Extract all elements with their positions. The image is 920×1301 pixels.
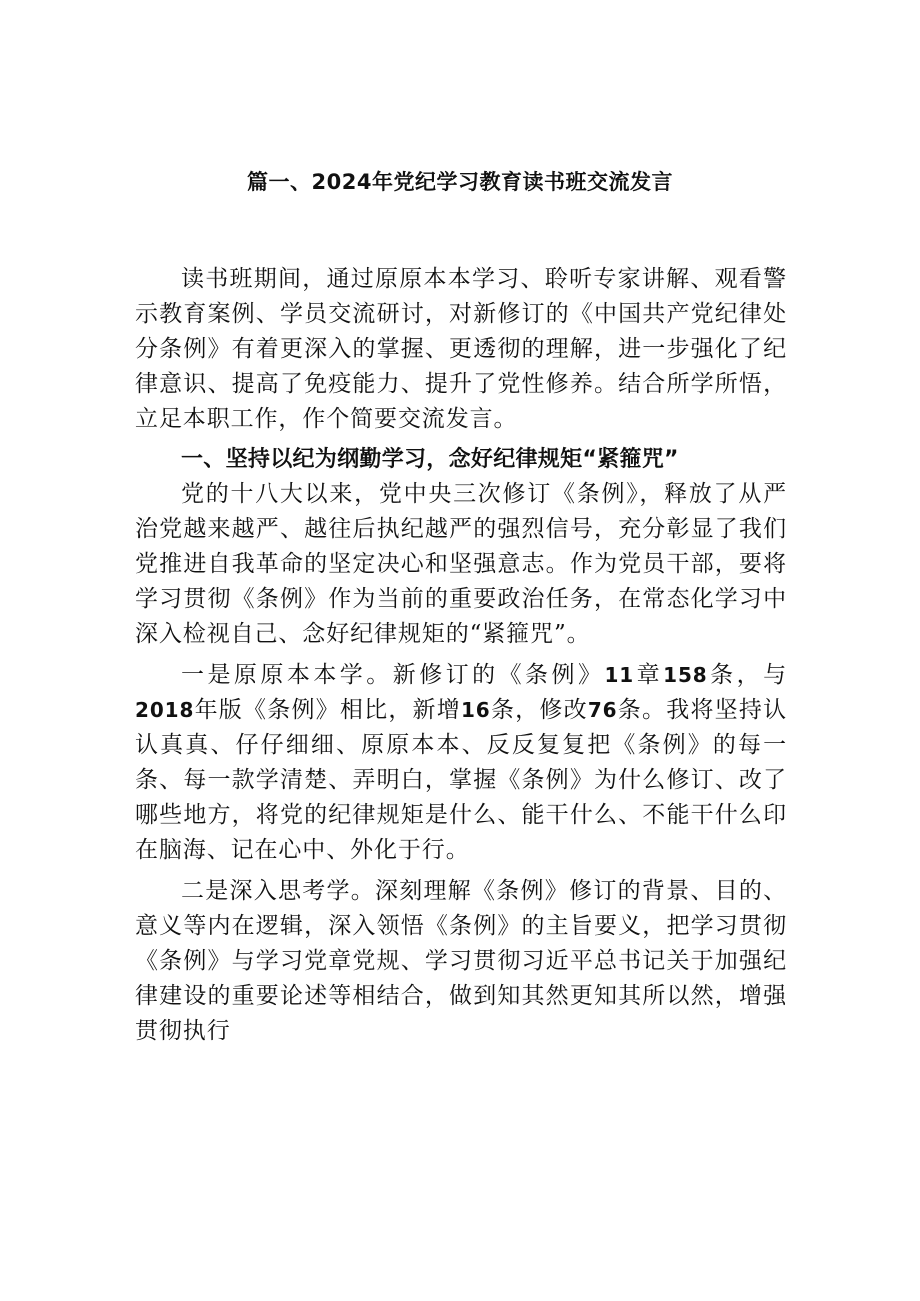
intro-paragraph: 读书班期间，通过原原本本学习、聆听专家讲解、观看警示教育案例、学员交流研讨，对新修订的《中国共产党纪律处分条例》有着更深入的掌握、更透彻的理解，进一步强化了纪律意识、提高了免疫能力、提升了党性修养。结合所学所悟，立足本职工作，作个简要交流发言。 [135, 266, 787, 432]
chapter-count: 11 [604, 663, 635, 687]
section-1-paragraph: 党的十八大以来，党中央三次修订《条例》，释放了从严治党越来越严、越往后执纪越严的强烈信号，充分彰显了我们党推进自我革命的坚定决心和坚强意志。作为党员干部，要将学习贯彻《条例》作为当前的重要政治任务，在常态化学习中深入检视自己、念好纪律规矩的“紧箍咒”。 [135, 481, 787, 647]
point-1-text-b: 章 [634, 662, 664, 688]
point-1-paragraph [135, 658, 787, 868]
point-1-text-e: 条，修改 [490, 697, 588, 723]
year-2018: 2018 [135, 698, 195, 722]
added-count: 16 [460, 698, 491, 722]
point-2-paragraph: 二是深入思考学。深刻理解《条例》修订的背景、目的、意义等内在逻辑，深入领悟《条例》的主旨要义，把学习贯彻《条例》与学习党章党规、学习贯彻习近平总书记关于加强纪律建设的重要论述等相结合，做到知其然更知其所以然，增强贯彻执行 [135, 878, 787, 1044]
section-heading-1: 一、坚持以纪为纲勤学习，念好纪律规矩“紧箍咒” [181, 447, 679, 472]
modified-count: 76 [587, 698, 618, 722]
document-title: 篇一、2024年党纪学习教育读书班交流发言 [247, 170, 673, 194]
point-1-text-d: 年版《条例》相比，新增 [194, 697, 461, 723]
point-1-text-c: 条，与 [707, 662, 788, 688]
point-1-text-a: 一是原原本本学。新修订的《条例》 [181, 662, 605, 688]
article-count: 158 [663, 663, 708, 687]
document-body [135, 262, 787, 1049]
point-1-text-f: 条。我将坚持认认真真、仔仔细细、原原本本、反反复复把《条例》的每一条、每一款学清楚、弄明白，掌握《条例》为什么修订、改了哪些地方，将党的纪律规矩是什么、能干什么、不能干什么印在脑海、记在心中、外化于行。 [135, 697, 787, 863]
